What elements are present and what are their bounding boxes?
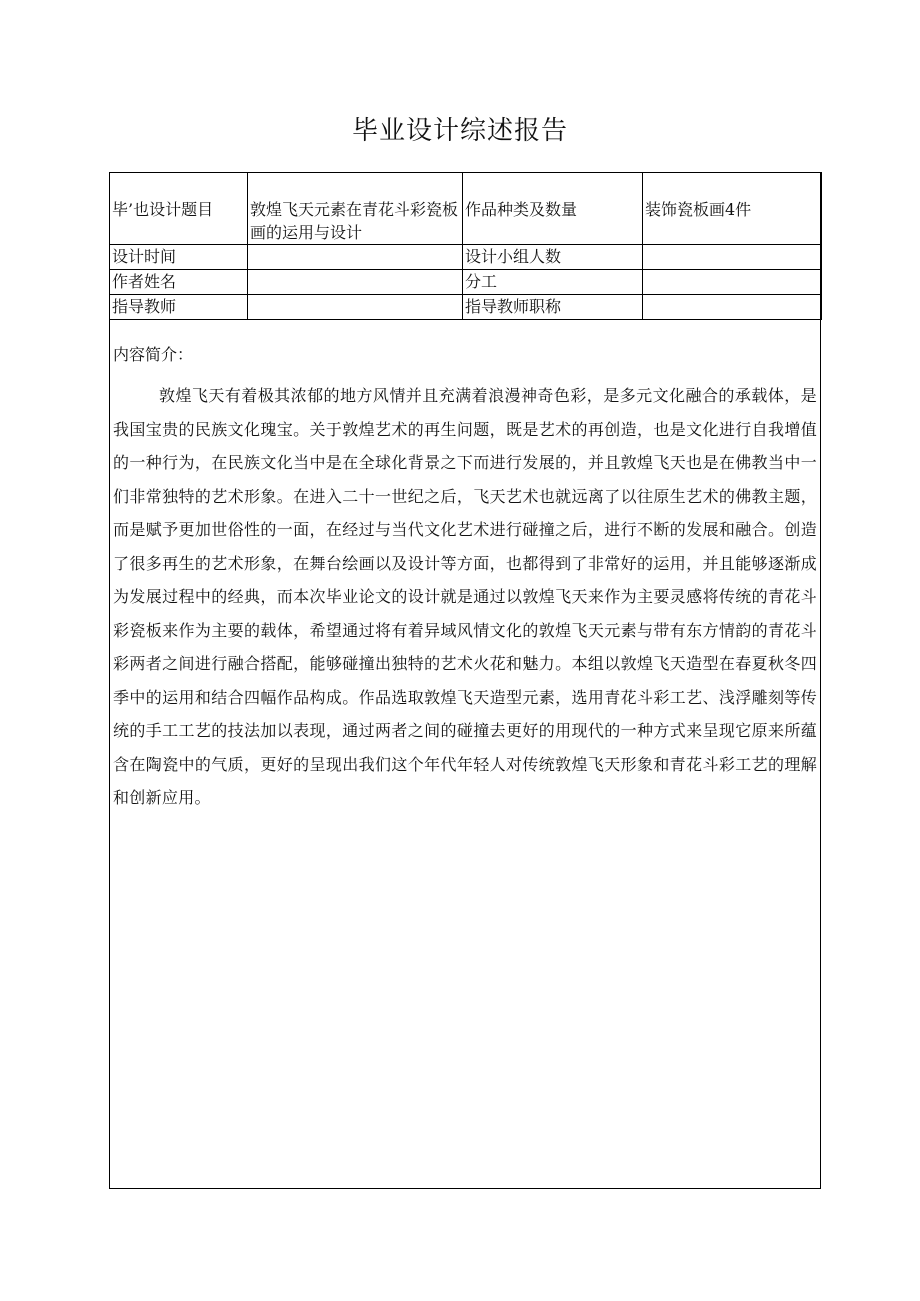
design-time-label: 设计时间 bbox=[110, 245, 248, 270]
division-value bbox=[643, 270, 822, 295]
work-type-label: 作品种类及数量 bbox=[463, 173, 643, 245]
division-label: 分工 bbox=[463, 270, 643, 295]
author-name-label: 作者姓名 bbox=[110, 270, 248, 295]
design-time-value bbox=[248, 245, 463, 270]
table-row bbox=[110, 270, 822, 295]
advisor-label: 指导教师 bbox=[110, 295, 248, 320]
table-row bbox=[110, 295, 822, 320]
table-row bbox=[110, 245, 822, 270]
table-row bbox=[110, 173, 822, 245]
group-size-label: 设计小组人数 bbox=[463, 245, 643, 270]
work-type-value: 装饰瓷板画4件 bbox=[643, 173, 822, 245]
summary-label: 内容简介： bbox=[113, 345, 194, 364]
advisor-title-value bbox=[643, 295, 822, 320]
info-table bbox=[109, 172, 822, 320]
author-name-value bbox=[248, 270, 463, 295]
design-topic-value: 敦煌飞天元素在青花斗彩瓷板画的运用与设计 bbox=[248, 173, 463, 245]
document-title: 毕业设计综述报告 bbox=[351, 116, 568, 146]
design-topic-label: 毕’也设计题目 bbox=[110, 173, 248, 245]
summary-section bbox=[109, 320, 821, 815]
advisor-value bbox=[248, 295, 463, 320]
summary-text: 敦煌飞天有着极其浓郁的地方风情并且充满着浪漫神奇色彩，是多元文化融合的承载体，是我国宝贵的民族文化瑰宝。关于敦煌艺术的再生问题，既是艺术的再创造，也是文化进行自我增值的一种行为，在民族文化当中是在全球化背景之下而进行发展的，并且敦煌飞天也是在佛教当中一们非常独特的艺术形象。在进入二十一世纪之后，飞天艺术也就远离了以往原生艺术的佛教主题，而是赋予更加世俗性的一面，在经过与当代文化艺术进行碰撞之后，进行不断的发展和融合。创造了很多再生的艺术形象，在舞台绘画以及设计等方面，也都得到了非常好的运用，并且能够逐渐成为发展过程中的经典，而本次毕业论文的设计就是通过以敦煌飞天来作为主要灵感将传统的青花斗彩瓷板来作为主要的载体，希望通过将有着异域风情文化的敦煌飞天元素与带有东方情韵的青花斗彩两者之间进行融合搭配，能够碰撞出独特的艺术火花和魅力。本组以敦煌飞天造型在春夏秋冬四季中的运用和结合四幅作品构成。作品选取敦煌飞天造型元素，选用青花斗彩工艺、浅浮雕刻等传统的手工工艺的技法加以表现，通过两者之间的碰撞去更好的用现代的一种方式来呈现它原来所蕴含在陶瓷中的气质，更好的呈现出我们这个年代年轻人对传统敦煌飞天形象和青花斗彩工艺的理解和创新应用。 bbox=[113, 386, 817, 807]
group-size-value bbox=[643, 245, 822, 270]
advisor-title-label: 指导教师职称 bbox=[463, 295, 643, 320]
